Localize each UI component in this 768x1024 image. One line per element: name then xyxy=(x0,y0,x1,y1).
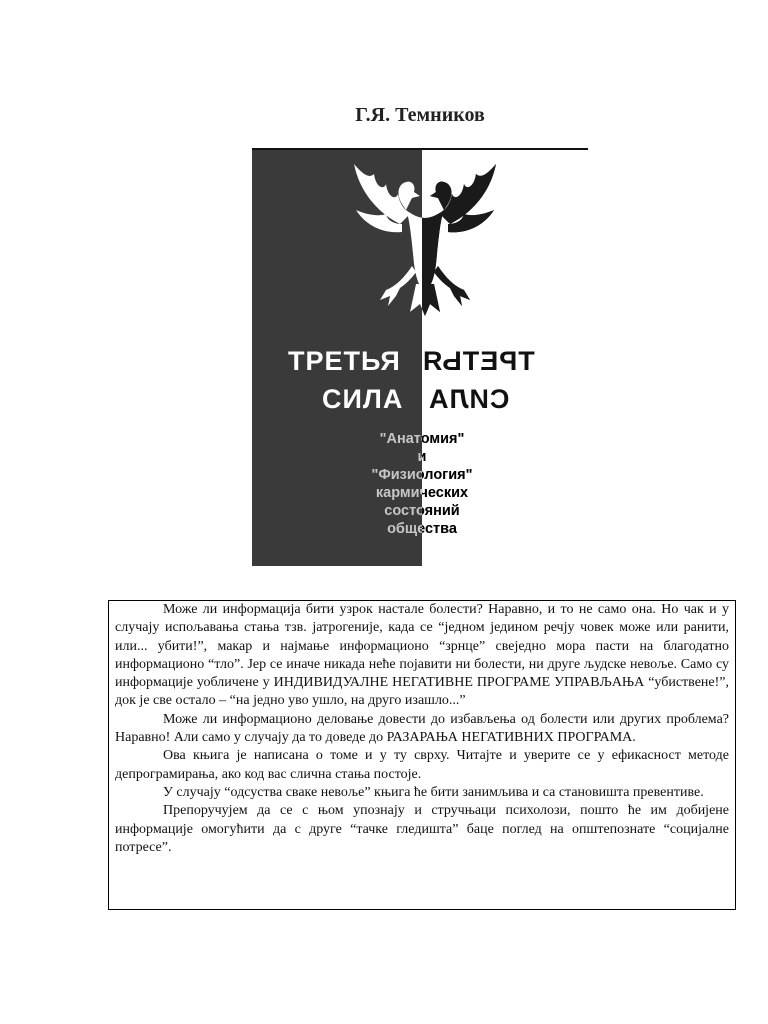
cover-subtitle-line: и xyxy=(417,449,427,465)
paragraph: Може ли информација бити узрок настале болести? Наравно, и то не само она. Но чак и у случају испољавања стања тзв. јатрогеније, када се “једном јединoм речју човек може или ранити, или... убити!”, макар и најмање информационо “зрнце” свеједно мора пасти на благодатно информационо “тло”. Јер се иначе никада неће појавити ни болести, ни друге људске невоље. Само су информације уобличене у ИНДИВИДУАЛНЕ НЕГАТИВНЕ ПРОГРАМЕ УПРАВЉАЊА “убиствене!”, док је све остало – “на једно уво ушло, на друго изашло...” xyxy=(115,602,729,709)
cover-subtitle-line: кармических xyxy=(375,485,469,501)
description-box xyxy=(108,600,736,910)
cover-subtitle-line: общества xyxy=(387,521,457,537)
double-headed-eagle-icon xyxy=(340,154,510,324)
cover-title-line1-mirrored: ТРЕТЬЯ xyxy=(422,346,535,376)
paragraph: У случају “одсуства сваке невоље” књига ће бити занимљива и са становишта превентиве. xyxy=(163,784,704,800)
cover-subtitle-line: состояний xyxy=(384,503,460,519)
cover-header xyxy=(252,96,588,150)
paragraph: Препоручујем да се с њом упознају и стручњаци психолози, пошто ће им добијене информације омогућити да с друге “тачке гледишта” баце поглед на општепознате “социјалне потресе”. xyxy=(115,803,729,855)
paragraph: Ова књига је написана о томе и у ту сврху. Читајте и уверите се у ефикасност методе депрограмирања, ако код вас слична стања постоје. xyxy=(115,748,729,782)
cover-title-line2-mirrored: СИЛА xyxy=(428,384,510,414)
cover-subtitle-line: "Анатомия" xyxy=(379,431,465,447)
cover-title-line2: СИЛА xyxy=(322,384,404,414)
paragraph: Може ли информационо деловање довести до избављења од болести или других проблема? Наравно! Али само у случају да то доведе до РАЗАРАЊА НЕГАТИВНИХ ПРОГРАМА. xyxy=(115,711,729,746)
author-name: Г.Я. Темников xyxy=(355,104,485,126)
cover-title-line1: ТРЕТЬЯ xyxy=(288,346,401,376)
book-cover xyxy=(252,96,588,566)
cover-subtitle-line: "Физиология" xyxy=(371,467,473,483)
